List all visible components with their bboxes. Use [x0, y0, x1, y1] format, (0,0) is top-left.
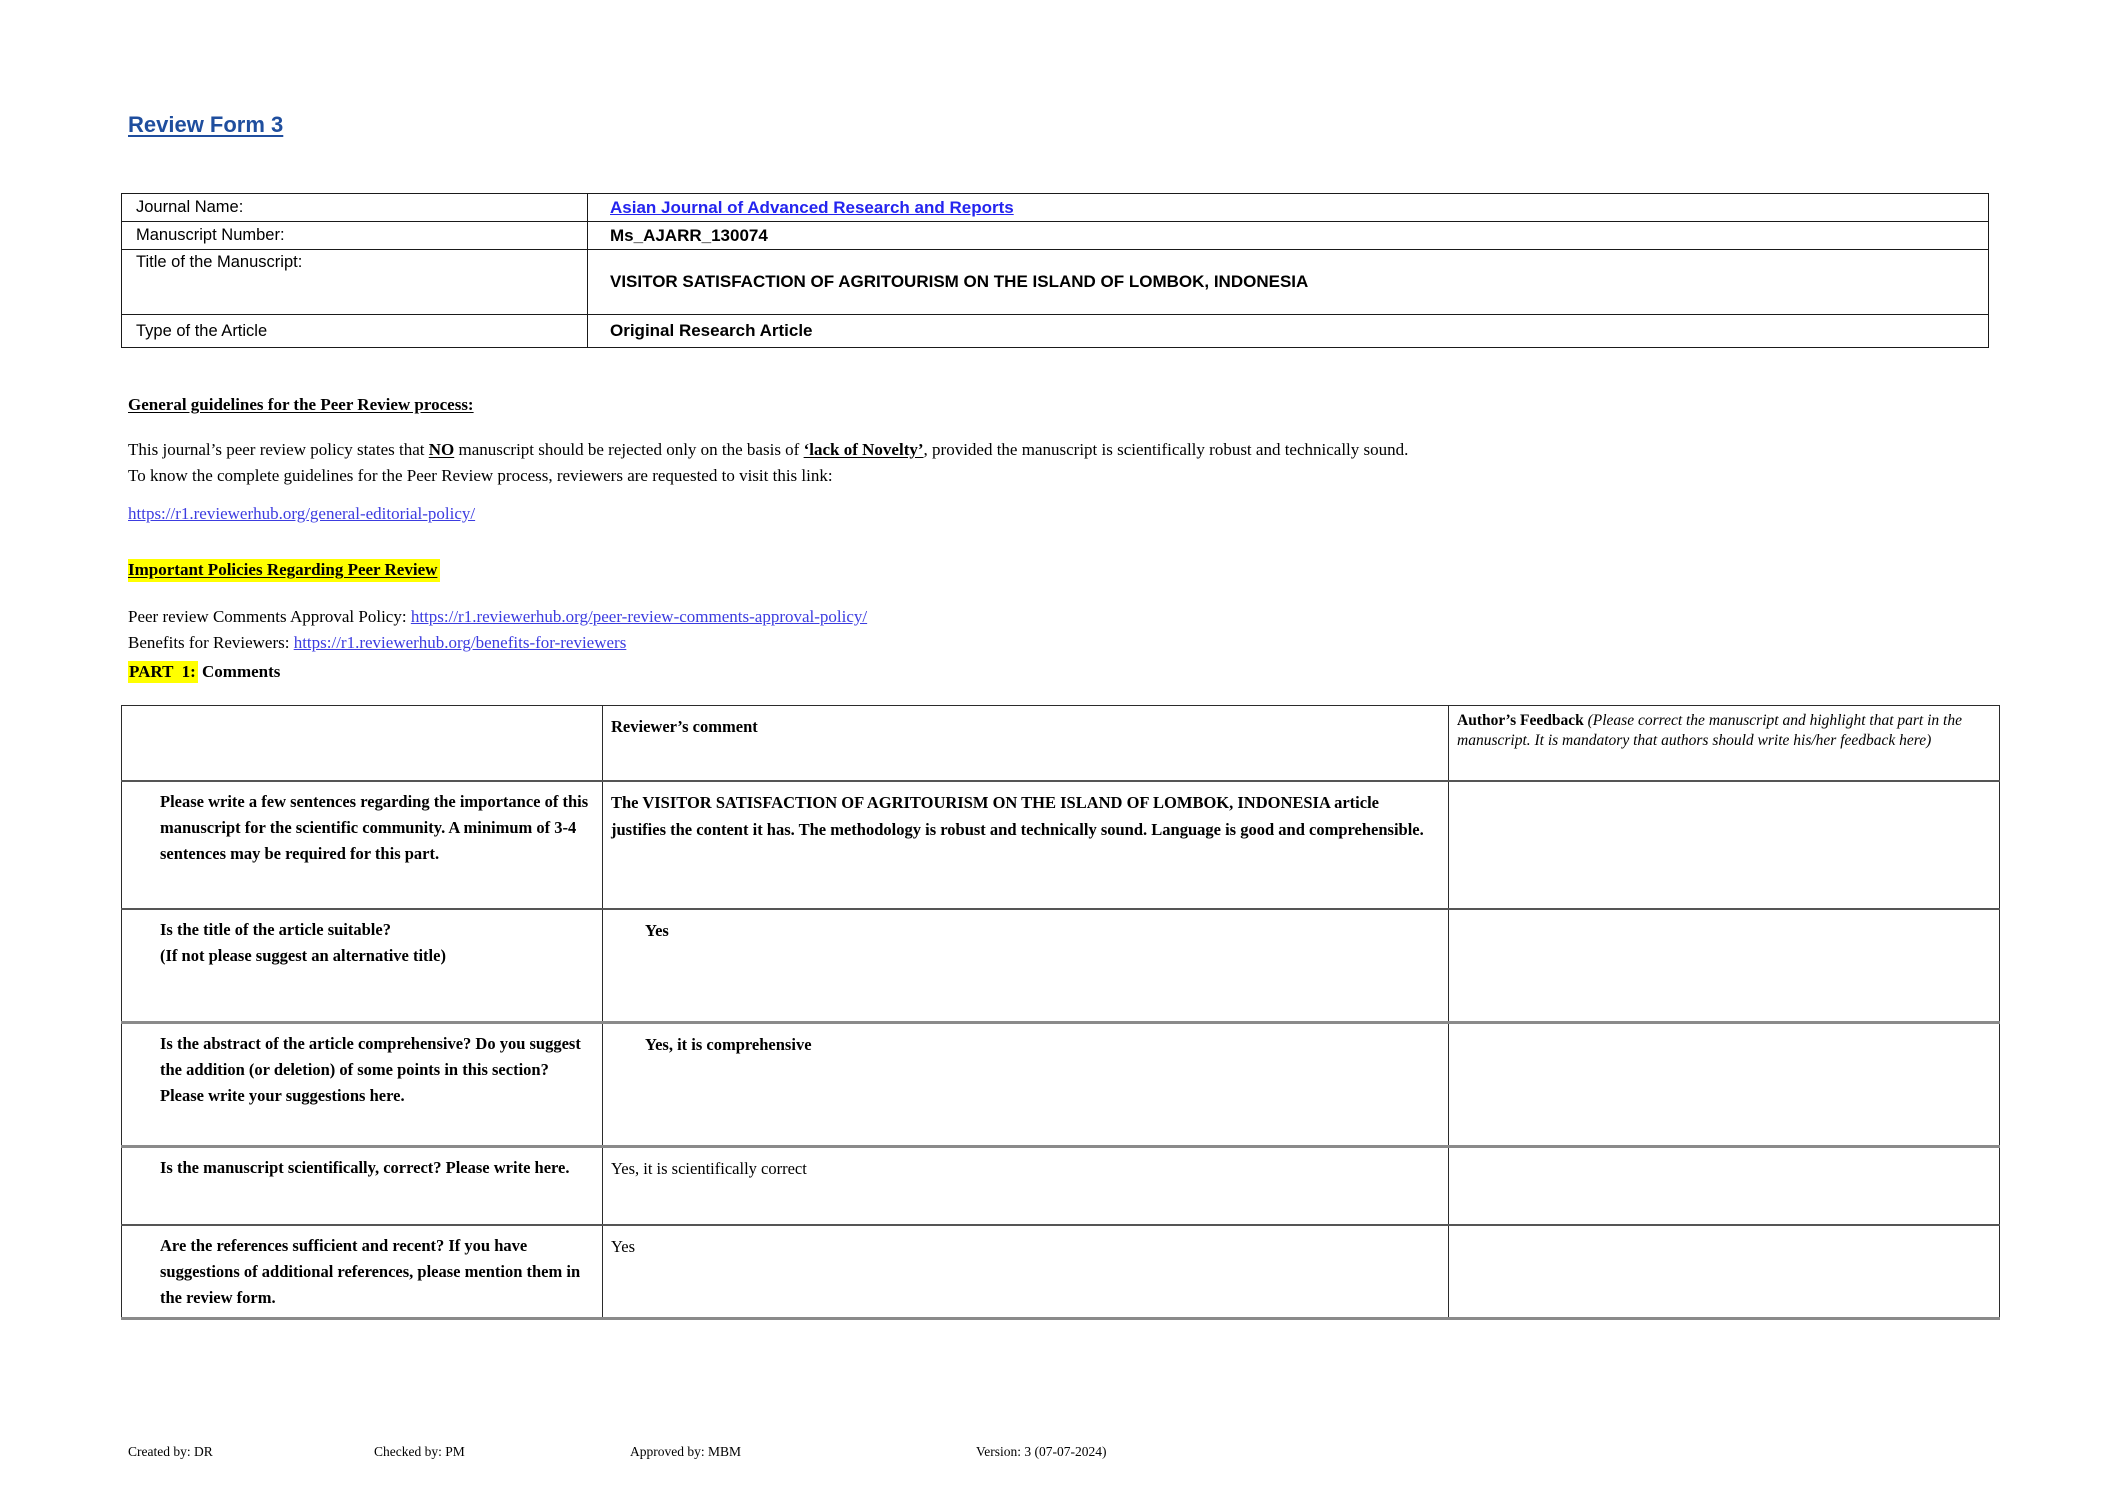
review-comments-table — [121, 705, 2000, 1320]
approval-policy-link[interactable]: https://r1.reviewerhub.org/peer-review-comments-approval-policy/ — [410, 607, 868, 626]
reviewer-answer-cell: Yes, it is scientifically correct — [603, 1147, 1449, 1226]
manuscript-number-value: Ms_AJARR_130074 — [588, 222, 1989, 250]
reviewer-answer-cell: Yes — [603, 909, 1449, 1023]
footer-approved-by: Approved by: MBM — [630, 1444, 741, 1459]
footer-checked-by: Checked by: PM — [374, 1444, 465, 1459]
article-type-label: Type of the Article — [122, 315, 588, 348]
approval-policy-label: Peer review Comments Approval Policy: — [128, 607, 411, 626]
author-feedback-header — [1449, 706, 2000, 782]
table-header-row — [122, 706, 2000, 782]
part1-badge: PART 1: — [129, 662, 196, 681]
footer-version: Version: 3 (07-07-2024) — [976, 1444, 1107, 1459]
peer-review-policy-paragraph — [128, 437, 2008, 463]
table-row — [122, 315, 1989, 348]
table-row — [122, 194, 1989, 222]
table-row-scientifically-correct — [122, 1147, 2000, 1226]
policy-novelty-emphasis: ‘lack of Novelty’ — [803, 440, 924, 459]
author-feedback-cell — [1449, 1225, 2000, 1319]
question-cell — [122, 909, 603, 1023]
reviewer-answer-cell: Yes — [603, 1225, 1449, 1319]
manuscript-title-label: Title of the Manuscript: — [122, 250, 588, 315]
author-feedback-cell — [1449, 781, 2000, 909]
author-feedback-header-bold: Author’s Feedback — [1457, 712, 1588, 729]
policy-text: , provided the manuscript is scientifically robust and technically sound. — [923, 440, 1409, 459]
reviewer-answer-cell: The VISITOR SATISFACTION OF AGRITOURISM ON THE ISLAND OF LOMBOK, INDONESIA article justifies the content it has. The methodology is robust and technically sound. Language is good and comprehensible. — [603, 781, 1449, 909]
important-policies-heading: Important Policies Regarding Peer Review — [128, 559, 440, 582]
part1-heading — [128, 662, 280, 682]
benefits-link[interactable]: https://r1.reviewerhub.org/benefits-for-reviewers — [293, 633, 627, 652]
reviewer-answer-cell: Yes, it is comprehensive — [603, 1023, 1449, 1147]
author-feedback-cell — [1449, 1147, 2000, 1226]
table-row-references — [122, 1225, 2000, 1319]
page-title: Review Form 3 — [128, 112, 284, 137]
general-editorial-policy-link[interactable]: https://r1.reviewerhub.org/general-editorial-policy/ — [128, 504, 476, 523]
question-cell: Are the references sufficient and recent? If you have suggestions of additional references, please mention them in the review form. — [122, 1225, 603, 1319]
policy-text: This journal’s peer review policy states that — [128, 440, 429, 459]
visit-link-line: To know the complete guidelines for the Peer Review process, reviewers are requested to visit this link: — [128, 466, 833, 485]
approval-policy-line — [128, 604, 2008, 630]
empty-header-cell — [122, 706, 603, 782]
question-cell: Is the abstract of the article comprehensive? Do you suggest the addition (or deletion) of some points in this section? Please write your suggestions here. — [122, 1023, 603, 1147]
journal-name-label: Journal Name: — [122, 194, 588, 222]
reviewer-comment-header: Reviewer’s comment — [603, 706, 1449, 782]
manuscript-number-label: Manuscript Number: — [122, 222, 588, 250]
author-feedback-cell — [1449, 1023, 2000, 1147]
question-line: Is the title of the article suitable? — [160, 920, 391, 939]
table-row-importance — [122, 781, 2000, 909]
table-row — [122, 222, 1989, 250]
question-line: (If not please suggest an alternative title) — [160, 946, 446, 965]
footer-created-by: Created by: DR — [128, 1444, 213, 1459]
policy-no-emphasis: NO — [428, 440, 455, 459]
author-feedback-cell — [1449, 909, 2000, 1023]
question-cell: Please write a few sentences regarding the importance of this manuscript for the scientific community. A minimum of 3-4 sentences may be required for this part. — [122, 781, 603, 909]
table-row-title-suitable — [122, 909, 2000, 1023]
journal-name-link[interactable]: Asian Journal of Advanced Research and Reports — [610, 197, 1014, 217]
article-type-value: Original Research Article — [588, 315, 1989, 348]
part1-label: Comments — [197, 662, 281, 681]
table-row — [122, 250, 1989, 315]
author-feedback-header-note: (Please correct the manuscript and highlight that part in the manuscript. It is mandatory that authors should write his/her feedback here) — [1457, 712, 1962, 749]
manuscript-title-value: VISITOR SATISFACTION OF AGRITOURISM ON THE ISLAND OF LOMBOK, INDONESIA — [588, 250, 1989, 315]
benefits-line — [128, 630, 2008, 656]
manuscript-info-table — [121, 193, 1989, 348]
policy-text: manuscript should be rejected only on the basis of — [454, 440, 804, 459]
benefits-label: Benefits for Reviewers: — [128, 633, 294, 652]
table-row-abstract — [122, 1023, 2000, 1147]
guidelines-heading: General guidelines for the Peer Review process: — [128, 395, 474, 414]
question-cell: Is the manuscript scientifically, correct? Please write here. — [122, 1147, 603, 1226]
